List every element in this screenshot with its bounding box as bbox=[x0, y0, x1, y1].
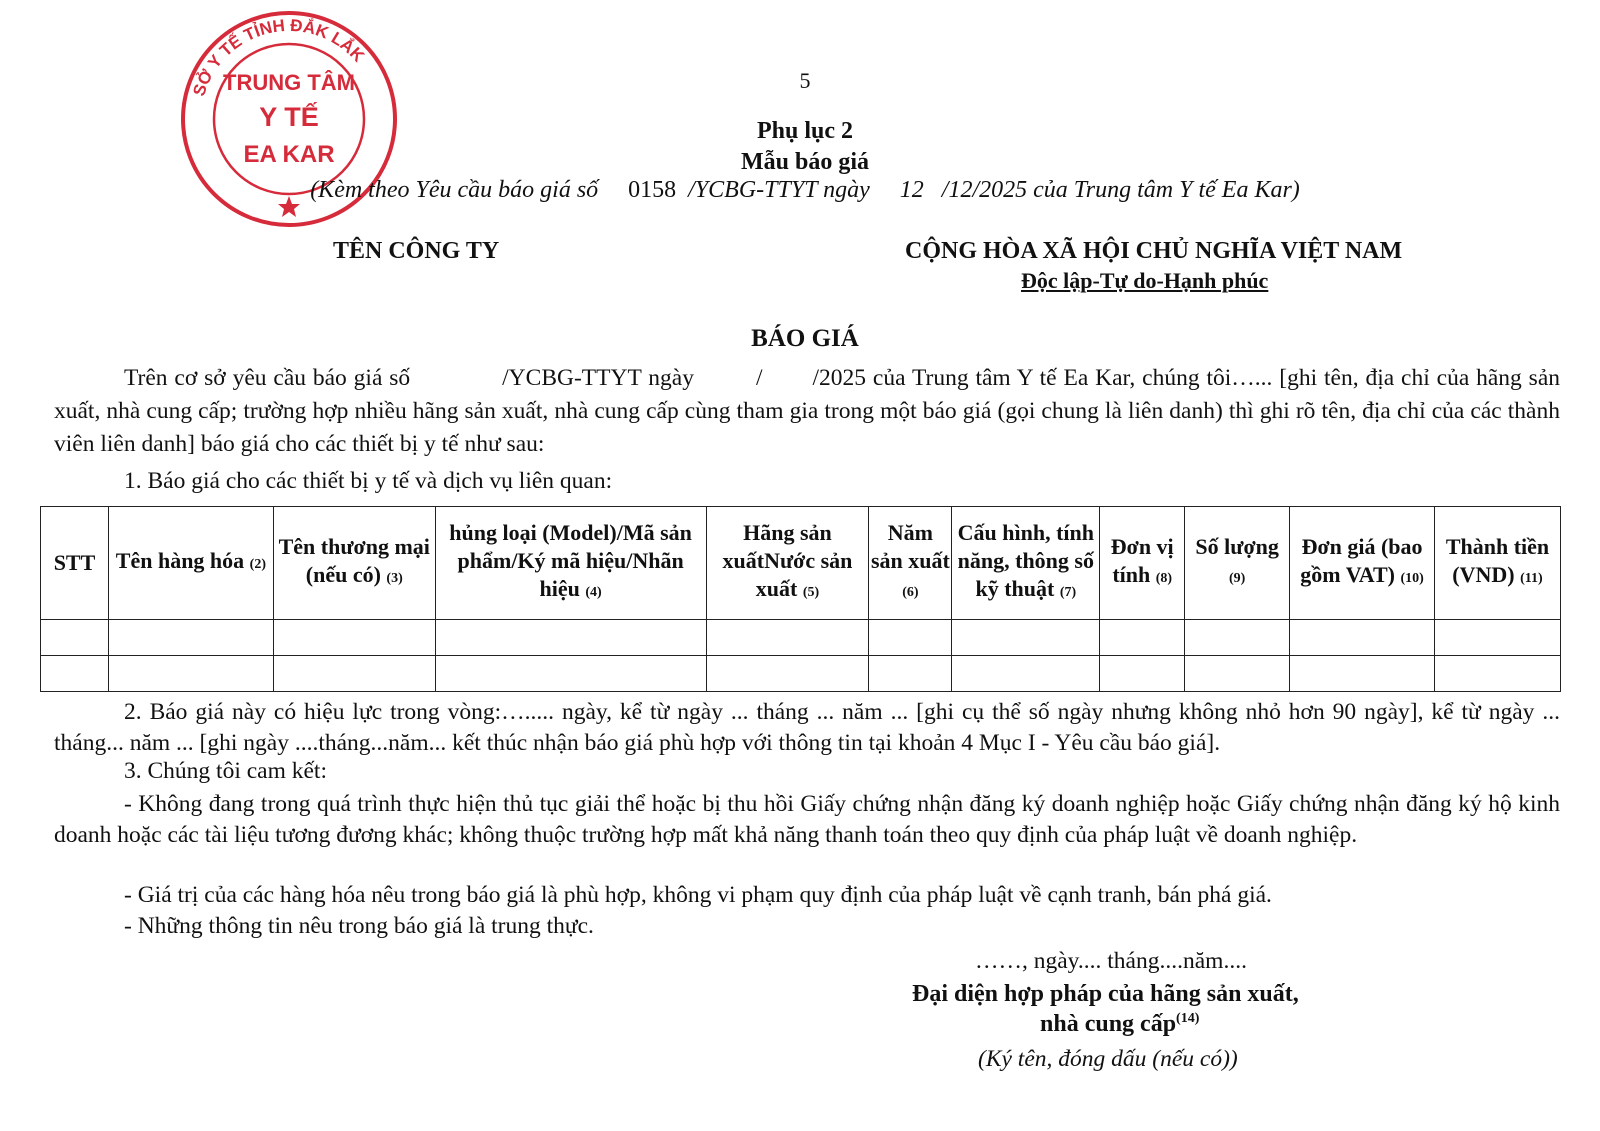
table-cell[interactable] bbox=[1435, 656, 1561, 692]
column-label: Đơn vị tính bbox=[1110, 534, 1174, 587]
column-note: (8) bbox=[1155, 571, 1173, 586]
column-label: Thành tiền (VND) bbox=[1445, 534, 1550, 587]
column-label: hủng loại (Model)/Mã sản phẩm/Ký mã hiệu/Nhãn hiệu bbox=[449, 520, 692, 601]
attachment-line bbox=[0, 177, 1600, 204]
table-header-col-5 bbox=[706, 507, 869, 620]
commitment-2: - Giá trị của các hàng hóa nêu trong báo giá là phù hợp, không vi phạm quy định của pháp luật về cạnh tranh, bán phá giá. bbox=[124, 882, 1272, 908]
company-name: TÊN CÔNG TY bbox=[333, 238, 500, 264]
request-day: 12 bbox=[899, 177, 924, 203]
column-note: (4) bbox=[585, 585, 602, 600]
appendix-title: Phụ lục 2 bbox=[756, 118, 854, 144]
table-row bbox=[41, 620, 1561, 656]
commitment-1: - Không đang trong quá trình thực hiện thủ tục giải thể hoặc bị thu hồi Giấy chứng nhận đăng ký doanh nghiệp hoặc Giấy chứng nhận đăng ký hộ kinh doanh hoặc các tài liệu tương đương khác; không thuộc trường hợp mất khả năng thanh toán theo quy định của pháp luật về doanh nghiệp. bbox=[54, 791, 1560, 848]
table-header-col-6 bbox=[869, 507, 952, 620]
quote-table bbox=[40, 506, 1561, 692]
stamp-line-1: TRUNG TÂM bbox=[223, 70, 355, 95]
table-cell[interactable] bbox=[435, 620, 706, 656]
commitment-3: - Những thông tin nêu trong báo giá là trung thực. bbox=[124, 913, 594, 939]
column-note: (7) bbox=[1059, 585, 1077, 600]
stamp-line-2: Y TẾ bbox=[259, 102, 319, 132]
validity-paragraph: 2. Báo giá này có hiệu lực trong vòng:…..... ngày, kể từ ngày ... tháng ... năm ... [ghi cụ thể số ngày nhưng không nhỏ hơn 90 ngày], kể từ ngày ... tháng... năm ... [ghi ngày ....tháng...năm... kết thúc nhận báo giá phù hợp với thông tin tại khoản 4 Mục I - Yêu cầu báo giá]. bbox=[54, 699, 1560, 756]
table-cell[interactable] bbox=[1290, 656, 1435, 692]
table-cell[interactable] bbox=[706, 656, 869, 692]
column-label: Tên hàng hóa bbox=[115, 548, 245, 573]
table-cell[interactable] bbox=[273, 656, 435, 692]
request-number: 0158 bbox=[628, 177, 677, 203]
column-label: Hãng sản xuấtNước sản xuất bbox=[722, 520, 853, 601]
column-note: (6) bbox=[902, 585, 919, 600]
column-note: (9) bbox=[1228, 571, 1246, 586]
column-note: (5) bbox=[802, 585, 820, 600]
attachment-prefix: (Kèm theo Yêu cầu báo giá số bbox=[310, 177, 599, 203]
table-cell[interactable] bbox=[1435, 620, 1561, 656]
signer-title-footnote: (14) bbox=[1176, 1011, 1200, 1026]
table-header-col-10 bbox=[1290, 507, 1435, 620]
column-label: Năm sản xuất bbox=[870, 520, 950, 573]
table-header-col-9 bbox=[1185, 507, 1290, 620]
table-header-col-3 bbox=[273, 507, 435, 620]
column-note: (3) bbox=[386, 571, 403, 586]
column-label: Số lượng bbox=[1195, 534, 1279, 559]
intro-paragraph bbox=[54, 362, 1560, 461]
table-body bbox=[41, 620, 1561, 692]
intro-part-1: Trên cơ sở yêu cầu báo giá số bbox=[124, 365, 411, 391]
column-label: Tên thương mại (nếu có) bbox=[278, 534, 430, 587]
table-cell[interactable] bbox=[41, 620, 109, 656]
column-label: STT bbox=[53, 550, 96, 575]
stamp-ring-text: SỞ Y TẾ TỈNH ĐẮK LẮK bbox=[189, 15, 369, 99]
table-cell[interactable] bbox=[1290, 620, 1435, 656]
table-header-col-11 bbox=[1435, 507, 1561, 620]
signer-title-text: nhà cung cấp bbox=[1040, 1011, 1177, 1037]
table-cell[interactable] bbox=[952, 656, 1100, 692]
form-title: Mẫu báo giá bbox=[740, 149, 869, 175]
attachment-suffix: /12/2025 của Trung tâm Y tế Ea Kar) bbox=[941, 177, 1300, 203]
column-note: (2) bbox=[249, 557, 266, 572]
table-cell[interactable] bbox=[869, 656, 952, 692]
table-header-col-4 bbox=[435, 507, 706, 620]
signer-title-line-1: Đại diện hợp pháp của hãng sản xuất, bbox=[912, 981, 1299, 1007]
motto: Độc lập-Tự do-Hạnh phúc bbox=[1021, 268, 1269, 293]
table-cell[interactable] bbox=[435, 656, 706, 692]
section-3-heading: 3. Chúng tôi cam kết: bbox=[124, 758, 327, 784]
section-1-heading: 1. Báo giá cho các thiết bị y tế và dịch vụ liên quan: bbox=[124, 468, 613, 494]
signature-date-line: ……, ngày.... tháng....năm.... bbox=[975, 948, 1247, 974]
table-header-col-7 bbox=[952, 507, 1100, 620]
stamp-line-3: EA KAR bbox=[243, 141, 335, 168]
table-cell[interactable] bbox=[952, 620, 1100, 656]
table-header-row bbox=[41, 507, 1561, 620]
table-row bbox=[41, 656, 1561, 692]
intro-part-4: /2025 của Trung tâm Y tế Ea Kar, chúng tôi…... [ghi tên, địa chỉ của hãng sản xuất, nhà cung cấp; trường hợp nhiều hãng sản xuất, nhà cung cấp cùng tham gia trong một báo giá (gọi chung là liên danh) thì ghi rõ tên, địa chỉ của các thành viên liên danh] báo giá cho các thiết bị y tế như sau: bbox=[54, 365, 1560, 457]
table-cell[interactable] bbox=[273, 620, 435, 656]
column-label: Cấu hình, tính năng, thông số kỹ thuật bbox=[957, 520, 1094, 601]
attachment-mid: /YCBG-TTYT ngày bbox=[688, 177, 870, 203]
signer-title-line-2 bbox=[1040, 1011, 1199, 1038]
table-header-col-8 bbox=[1100, 507, 1185, 620]
table-cell[interactable] bbox=[1100, 656, 1185, 692]
intro-part-3: / bbox=[755, 365, 763, 391]
signature-note: (Ký tên, đóng dấu (nếu có)) bbox=[978, 1046, 1238, 1072]
column-note: (11) bbox=[1520, 571, 1543, 586]
quote-heading: BÁO GIÁ bbox=[751, 325, 859, 352]
table-header-col-2 bbox=[108, 507, 273, 620]
table-cell[interactable] bbox=[1185, 620, 1290, 656]
column-label: Đơn giá (bao gồm VAT) bbox=[1300, 534, 1423, 587]
table-cell[interactable] bbox=[41, 656, 109, 692]
column-note: (10) bbox=[1400, 571, 1424, 586]
table-cell[interactable] bbox=[1100, 620, 1185, 656]
table-cell[interactable] bbox=[1185, 656, 1290, 692]
intro-part-2: /YCBG-TTYT ngày bbox=[502, 365, 694, 391]
table-cell[interactable] bbox=[869, 620, 952, 656]
table-cell[interactable] bbox=[108, 620, 273, 656]
table-cell[interactable] bbox=[108, 656, 273, 692]
table-header-col-1 bbox=[41, 507, 109, 620]
table-cell[interactable] bbox=[706, 620, 869, 656]
republic-name: CỘNG HÒA XÃ HỘI CHỦ NGHĨA VIỆT NAM bbox=[905, 238, 1403, 264]
page-number: 5 bbox=[799, 68, 811, 93]
